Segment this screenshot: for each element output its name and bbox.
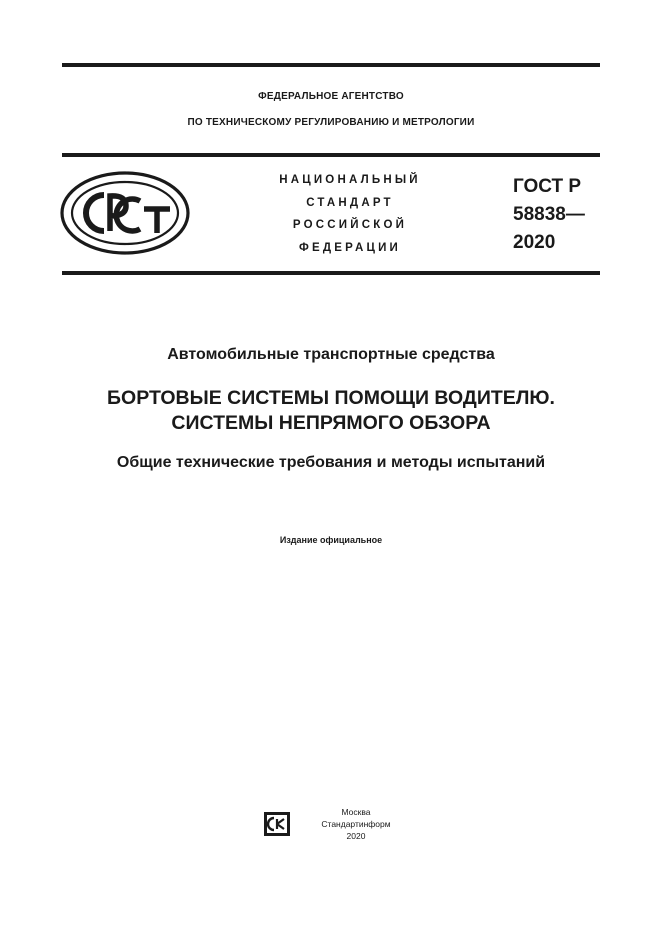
subtitle-top: Автомобильные транспортные средства <box>167 346 495 363</box>
standard-type-line-1: НАЦИОНАЛЬНЫЙ <box>279 174 421 186</box>
title-line-2: СИСТЕМЫ НЕПРЯМОГО ОБЗОРА <box>171 412 491 434</box>
standard-type-line-3: РОССИЙСКОЙ <box>292 219 408 231</box>
subtitle-bottom: Общие технические требования и методы испытаний <box>116 454 546 471</box>
header-bottom-rule <box>62 271 600 275</box>
publisher-info <box>296 806 416 842</box>
standard-designation <box>513 173 585 257</box>
header-top-rule <box>62 153 600 157</box>
standard-type-line-2: СТАНДАРТ <box>306 196 394 209</box>
publisher-year: 2020 <box>346 831 366 841</box>
designation-line-1: ГОСТ Р <box>513 176 582 197</box>
designation-line-3: 2020 <box>513 232 556 253</box>
document-title <box>40 386 622 436</box>
publisher-city: Москва <box>341 807 371 817</box>
top-rule <box>62 63 600 67</box>
edition-label: Издание официальное <box>279 535 383 545</box>
designation-line-2: 58838— <box>513 204 585 225</box>
standartinform-logo-icon <box>264 812 290 836</box>
title-line-1: БОРТОВЫЕ СИСТЕМЫ ПОМОЩИ ВОДИТЕЛЮ. <box>107 387 555 409</box>
rst-certification-mark-icon <box>60 171 190 255</box>
standard-type-line-4: ФЕДЕРАЦИИ <box>298 241 402 254</box>
agency-line-2: ПО ТЕХНИЧЕСКОМУ РЕГУЛИРОВАНИЮ И МЕТРОЛОГИИ <box>187 117 475 128</box>
publisher-name: Стандартинформ <box>321 819 391 829</box>
agency-line-1: ФЕДЕРАЛЬНОЕ АГЕНТСТВО <box>258 91 404 102</box>
standard-type <box>258 169 442 259</box>
